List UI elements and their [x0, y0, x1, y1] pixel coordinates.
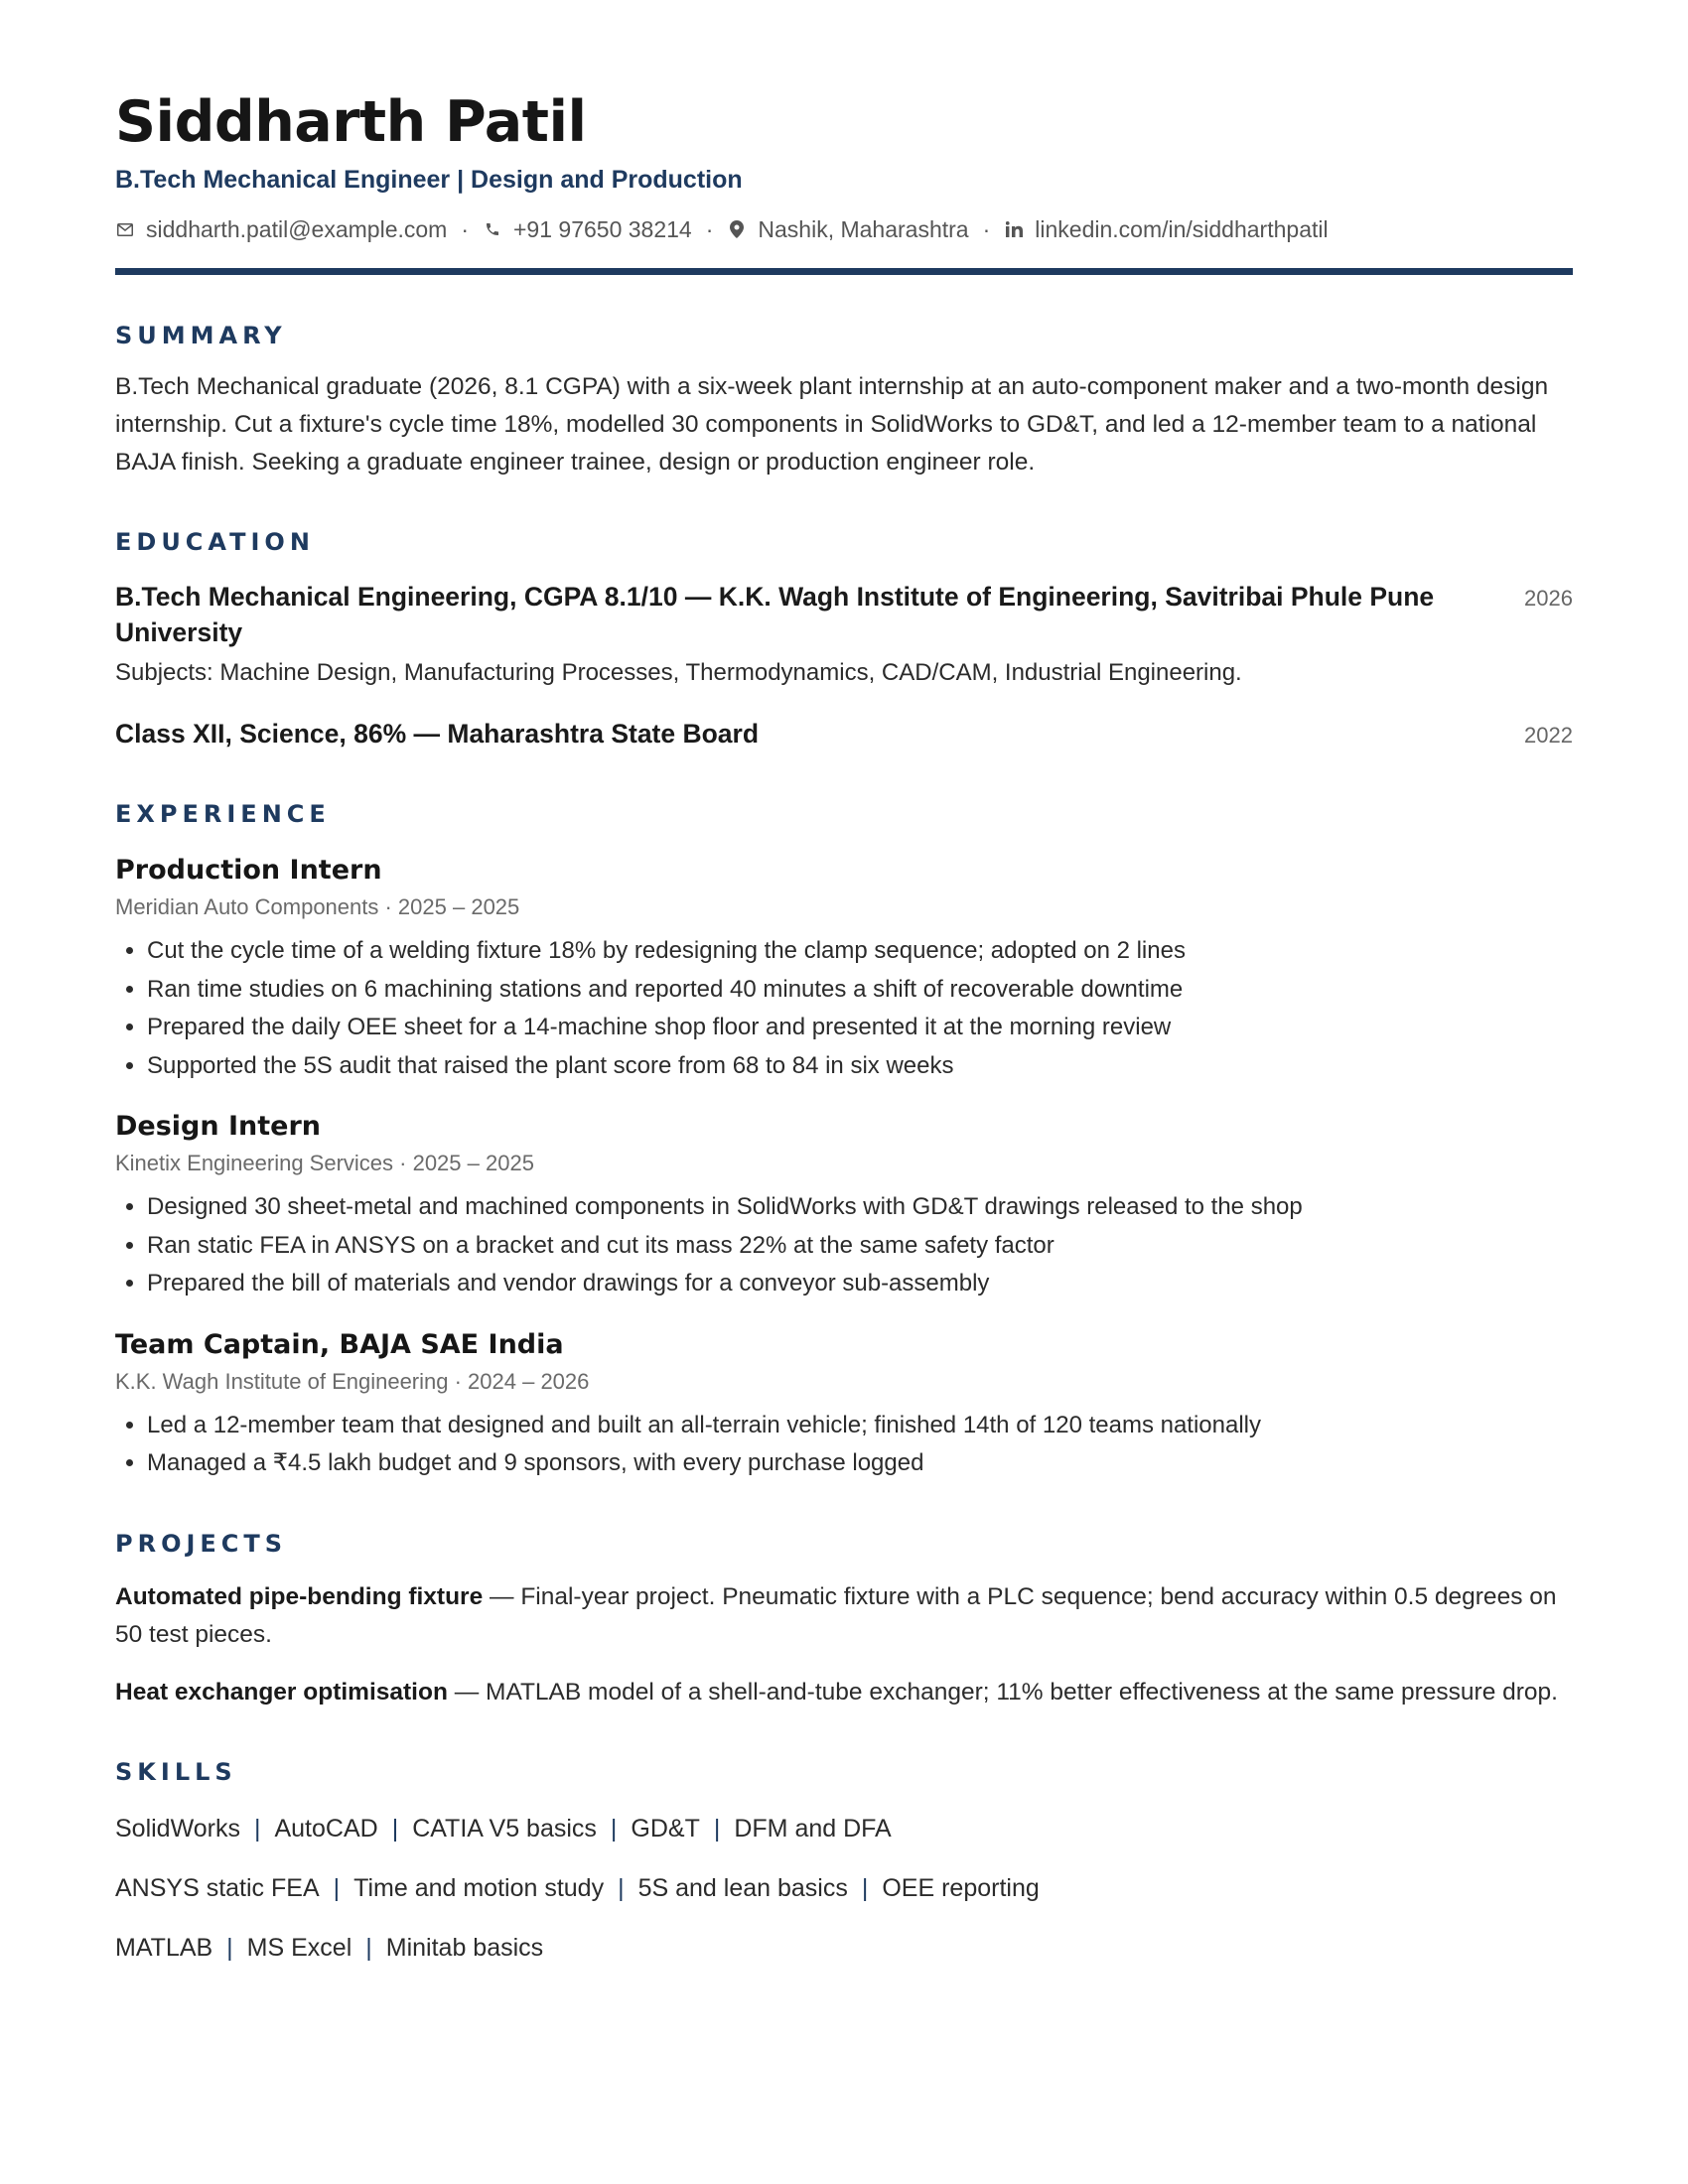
job-entry — [115, 853, 1573, 1085]
job-meta: Meridian Auto Components · 2025 – 2025 — [115, 894, 520, 919]
job-bullet: • Supported the 5S audit that raised the plant score from 68 to 84 in six weeks — [147, 1047, 1573, 1086]
projects-heading: PROJECTS — [115, 1529, 288, 1558]
contact-phone[interactable] — [483, 214, 692, 244]
job-bullet: • Ran time studies on 6 machining stations and reported 40 minutes a shift of recoverable downtime — [147, 971, 1573, 1010]
skill-item: DFM and DFA — [734, 1814, 892, 1843]
skill-item: AutoCAD — [274, 1814, 378, 1843]
skill-item: Time and motion study — [353, 1873, 605, 1902]
skill-separator: | — [253, 1814, 261, 1843]
skill-item: MATLAB — [115, 1933, 213, 1962]
skill-separator: | — [391, 1814, 399, 1843]
skills-row — [115, 1870, 1573, 1906]
contact-separator: · — [705, 216, 714, 242]
job-role: Production Intern — [115, 855, 382, 886]
job-bullet: • Prepared the daily OEE sheet for a 14-machine shop floor and presented it at the morning review — [147, 1009, 1573, 1047]
skills-row — [115, 1811, 1573, 1846]
project-description: — Final-year project. Pneumatic fixture with a PLC sequence; bend accuracy within 0.5 degrees on 50 test pieces. — [115, 1582, 1557, 1648]
candidate-name: Siddharth Patil — [115, 89, 587, 155]
contact-email[interactable] — [115, 214, 447, 244]
skill-separator: | — [333, 1873, 341, 1902]
contact-linkedin[interactable] — [1004, 214, 1328, 244]
skill-separator: | — [861, 1873, 869, 1902]
skills-row — [115, 1930, 1573, 1966]
skill-item: ANSYS static FEA — [115, 1873, 320, 1902]
education-year: 2022 — [1524, 723, 1573, 748]
skill-item: CATIA V5 basics — [412, 1814, 597, 1843]
summary-text: B.Tech Mechanical graduate (2026, 8.1 CGPA) with a six-week plant internship at an auto-component maker and a two-month design internship. Cut a fixture's cycle time 18%, modelled 30 components in SolidWorks to GD&T, and led a 12-member team to a national BAJA finish. Seeking a graduate engineer trainee, design or production engineer role. — [115, 373, 1549, 476]
skill-item: 5S and lean basics — [637, 1873, 848, 1902]
education-entry — [115, 579, 1573, 650]
job-bullet: • Prepared the bill of materials and vendor drawings for a conveyor sub-assembly — [147, 1265, 1573, 1303]
education-degree: B.Tech Mechanical Engineering, CGPA 8.1/10 — K.K. Wagh Institute of Engineering, Savitribai Phule Pune University — [115, 582, 1435, 647]
headline: B.Tech Mechanical Engineer | Design and Production — [115, 166, 743, 194]
skill-item: Minitab basics — [385, 1933, 544, 1962]
education-entry — [115, 716, 1573, 753]
contact-separator: · — [982, 216, 991, 242]
project-name: Automated pipe-bending fixture — [115, 1582, 484, 1610]
job-bullet: • Managed a ₹4.5 lakh budget and 9 sponsors, with every purchase logged — [147, 1444, 1573, 1483]
job-role: Design Intern — [115, 1111, 322, 1142]
skill-separator: | — [610, 1814, 618, 1843]
skill-separator: | — [713, 1814, 721, 1843]
header-divider — [115, 268, 1573, 275]
email-text: siddharth.patil@example.com — [146, 216, 448, 242]
linkedin-icon — [1004, 219, 1024, 239]
location-text: Nashik, Maharashtra — [758, 216, 969, 242]
job-entry — [115, 1327, 1573, 1483]
contact-separator: · — [461, 216, 469, 242]
job-entry — [115, 1109, 1573, 1303]
job-role: Team Captain, BAJA SAE India — [115, 1328, 564, 1360]
location-pin-icon — [727, 219, 747, 239]
project-name: Heat exchanger optimisation — [115, 1678, 448, 1706]
job-bullet: • Ran static FEA in ANSYS on a bracket and cut its mass 22% at the same safety factor — [147, 1227, 1573, 1266]
skills-heading: SKILLS — [115, 1757, 237, 1786]
job-bullets — [115, 1407, 1573, 1483]
skill-separator: | — [365, 1933, 372, 1962]
education-heading: EDUCATION — [115, 528, 315, 556]
job-bullet: • Led a 12-member team that designed and built an all-terrain vehicle; finished 14th of 120 teams nationally — [147, 1407, 1573, 1445]
education-year: 2026 — [1524, 586, 1573, 611]
project-entry — [115, 1674, 1573, 1711]
job-bullets — [115, 932, 1573, 1085]
linkedin-text: linkedin.com/in/siddharthpatil — [1035, 216, 1329, 242]
phone-icon — [483, 219, 502, 239]
education-degree: Class XII, Science, 86% — Maharashtra State Board — [115, 719, 760, 749]
job-bullets — [115, 1188, 1573, 1303]
summary-heading: SUMMARY — [115, 322, 287, 349]
skill-item: MS Excel — [246, 1933, 352, 1962]
project-description: — MATLAB model of a shell-and-tube exchanger; 11% better effectiveness at the same pressure drop. — [447, 1678, 1558, 1706]
job-bullet: • Cut the cycle time of a welding fixture 18% by redesigning the clamp sequence; adopted on 2 lines — [147, 932, 1573, 971]
skill-separator: | — [226, 1933, 233, 1962]
phone-text: +91 97650 38214 — [513, 216, 692, 242]
experience-heading: EXPERIENCE — [115, 800, 331, 828]
education-subjects: Subjects: Machine Design, Manufacturing Processes, Thermodynamics, CAD/CAM, Industrial Engineering. — [115, 659, 1242, 686]
job-bullet: • Designed 30 sheet-metal and machined components in SolidWorks with GD&T drawings released to the shop — [147, 1188, 1573, 1227]
contact-bar — [115, 214, 1573, 244]
skill-item: SolidWorks — [115, 1814, 240, 1843]
mail-icon — [115, 219, 135, 239]
job-meta: K.K. Wagh Institute of Engineering · 2024 – 2026 — [115, 1368, 590, 1394]
contact-location — [727, 214, 968, 244]
job-meta: Kinetix Engineering Services · 2025 – 2025 — [115, 1151, 534, 1175]
project-entry — [115, 1578, 1573, 1654]
skill-separator: | — [618, 1873, 625, 1902]
skill-item: GD&T — [631, 1814, 700, 1843]
skill-item: OEE reporting — [882, 1873, 1040, 1902]
